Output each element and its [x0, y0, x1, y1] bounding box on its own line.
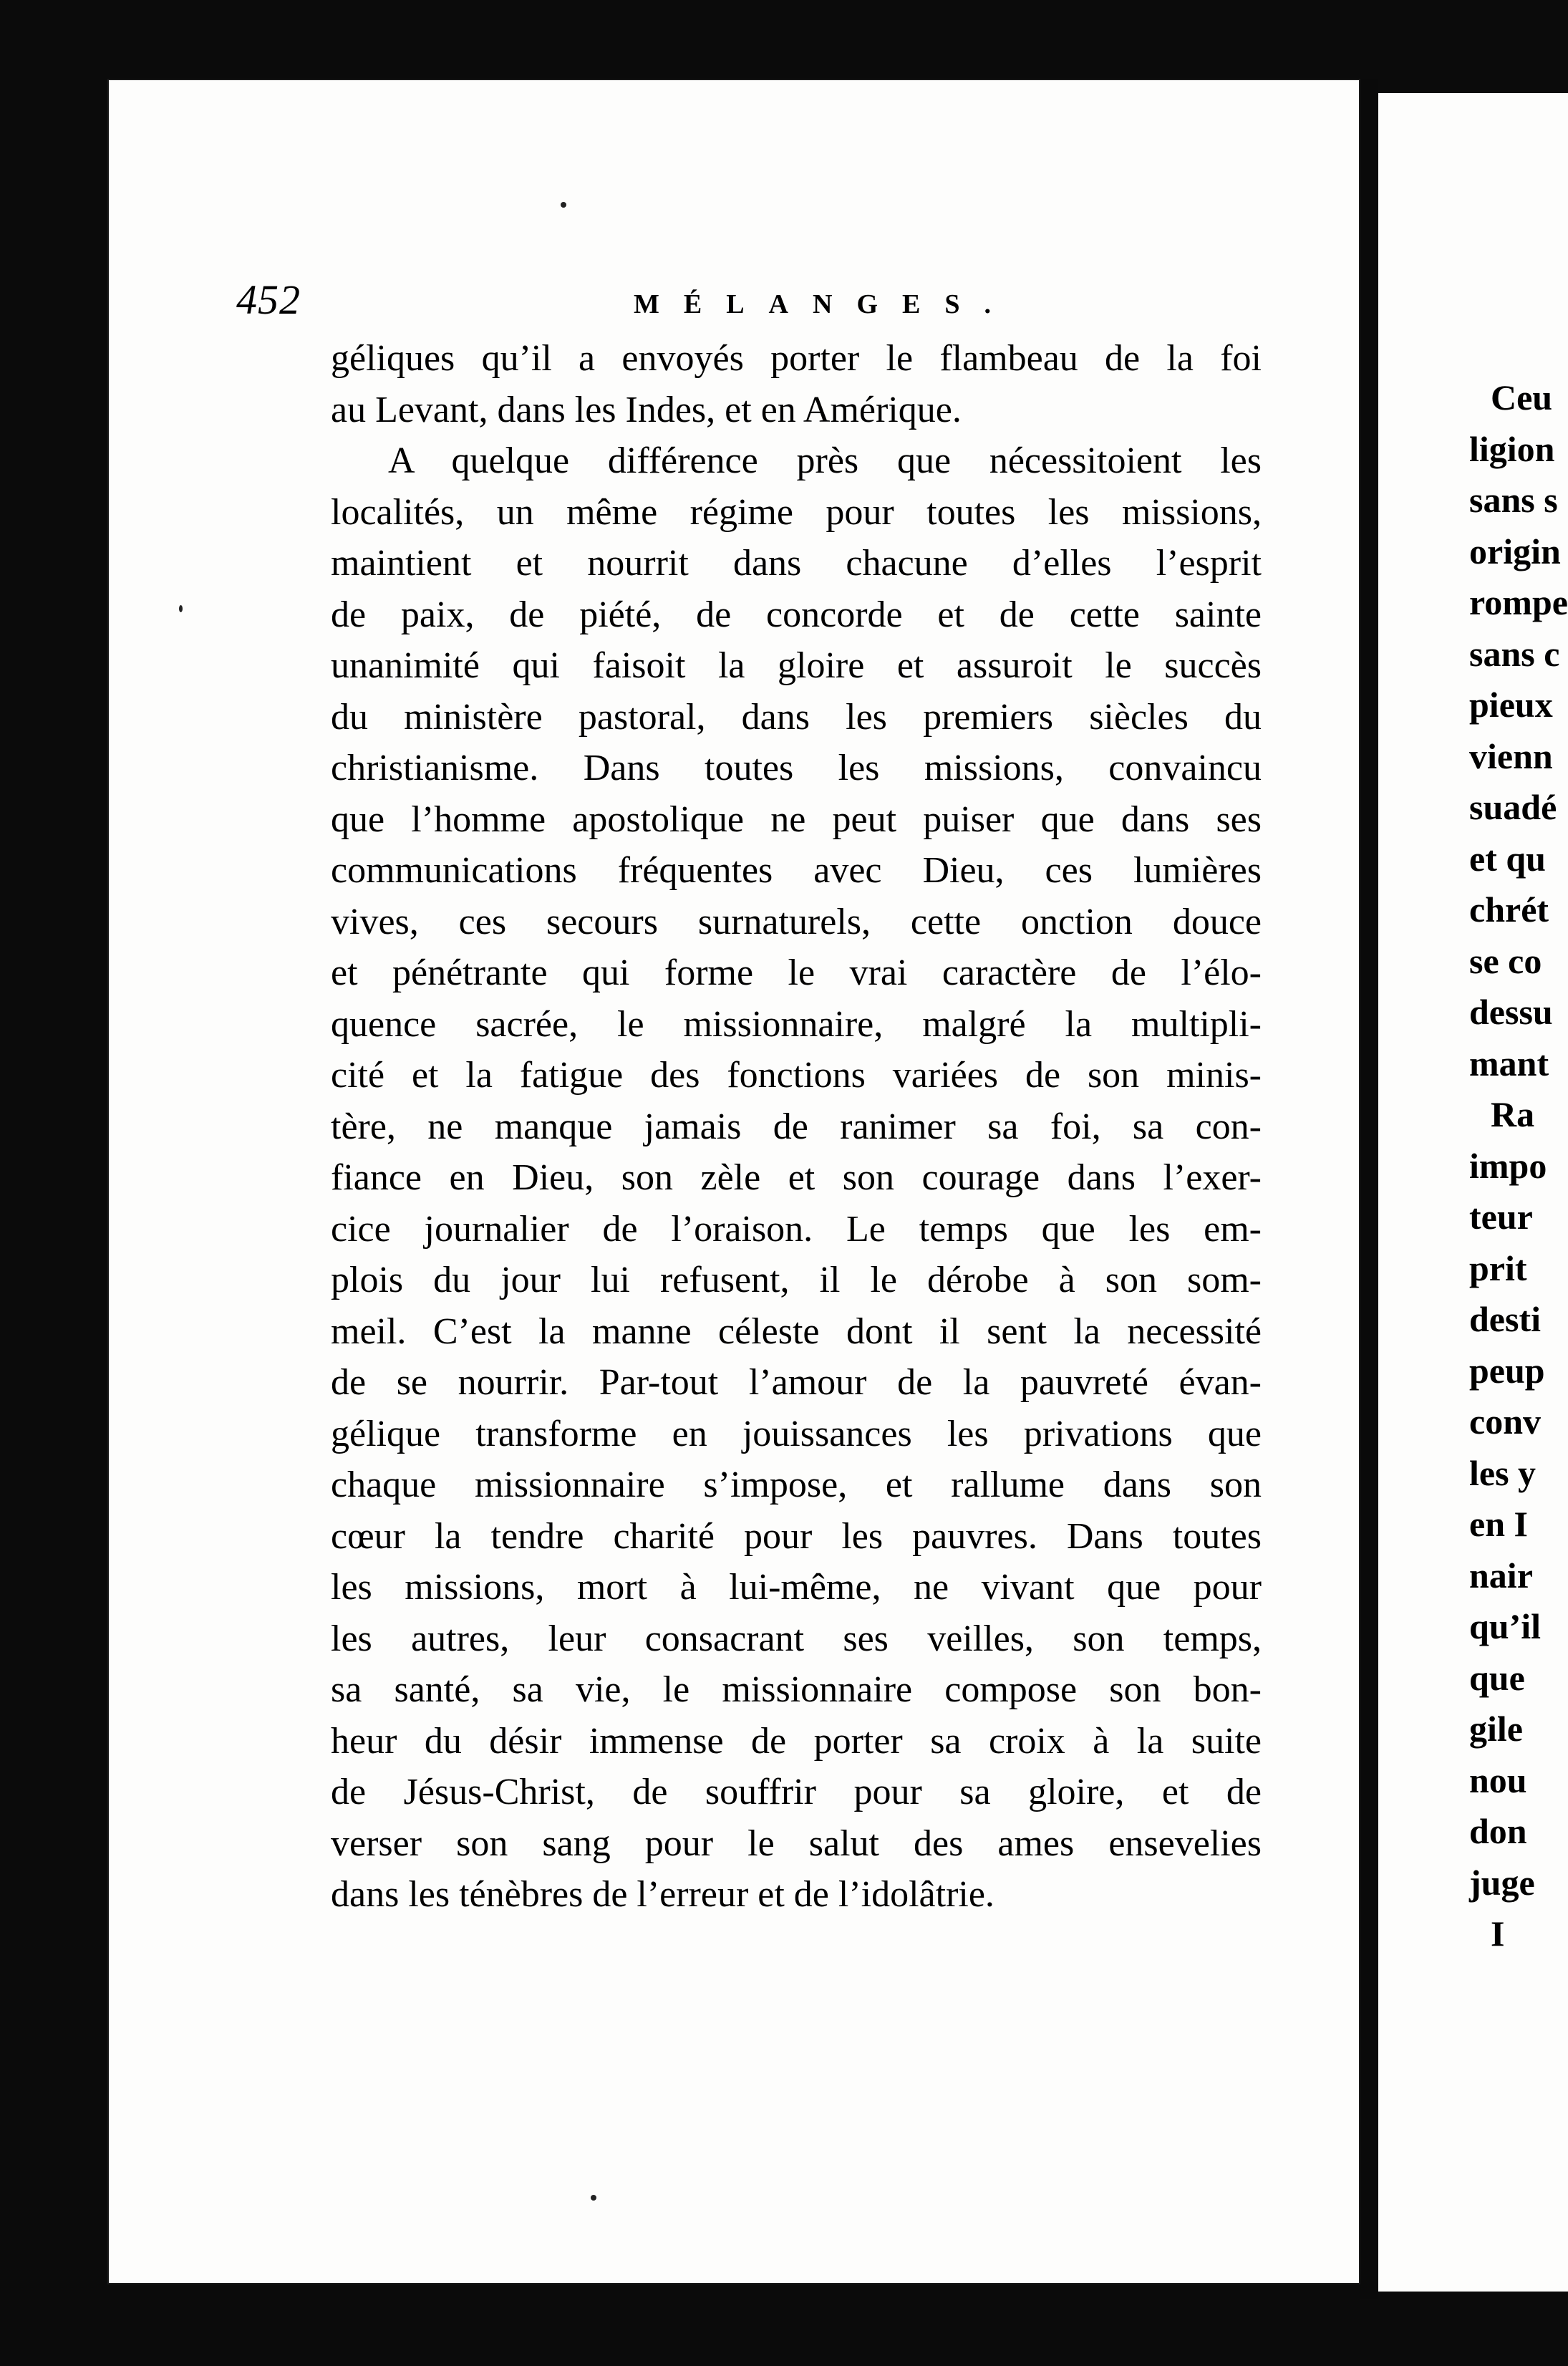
right-page-text-line: mant — [1469, 1043, 1549, 1083]
right-page-text-line: que — [1469, 1657, 1525, 1698]
text-line: cice journalier de l’oraison. Le temps que les em- — [331, 1208, 1262, 1250]
right-page-text-line: ligion — [1469, 428, 1555, 469]
text-line: les autres, leur consacrant ses veilles, son temps, — [331, 1618, 1262, 1659]
right-page-text-line: juge — [1469, 1862, 1535, 1903]
right-page-text-line: vienn — [1469, 735, 1553, 776]
book-gutter — [1360, 79, 1378, 2299]
right-page-text-line: sans s — [1469, 480, 1558, 520]
right-page-text-line: gile — [1469, 1709, 1523, 1749]
right-page-text-line: impo — [1469, 1145, 1547, 1186]
text-line: sa santé, sa vie, le missionnaire compose son bon- — [331, 1669, 1262, 1710]
right-page-text-line: rompe — [1469, 582, 1568, 622]
text-line: tère, ne manque jamais de ranimer sa foi, sa con- — [331, 1106, 1262, 1147]
text-line: verser son sang pour le salut des ames ensevelies — [331, 1822, 1262, 1864]
text-line: communications fréquentes avec Dieu, ces lumières — [331, 850, 1262, 891]
right-page-text-line: se co — [1469, 940, 1542, 981]
right-page-text-line: Ceu — [1491, 377, 1553, 417]
right-page-text-line: Ra — [1491, 1094, 1535, 1134]
right-page-text-line: sans c — [1469, 633, 1560, 674]
right-page-text-line: conv — [1469, 1401, 1541, 1442]
text-line: fiance en Dieu, son zèle et son courage dans l’exer- — [331, 1157, 1262, 1198]
text-line: quence sacrée, le missionnaire, malgré la multipli- — [331, 1003, 1262, 1045]
right-page-text-line: nair — [1469, 1555, 1533, 1595]
right-page-text-line: prit — [1469, 1247, 1527, 1288]
text-line: et pénétrante qui forme le vrai caractère de l’élo- — [331, 952, 1262, 993]
right-page-text-line: et qu — [1469, 838, 1546, 879]
right-page-partial-text — [1469, 372, 1568, 1960]
text-line: localités, un même régime pour toutes les missions, — [331, 491, 1262, 533]
right-page-text-line: don — [1469, 1811, 1527, 1851]
running-title: MÉLANGES. — [634, 289, 1015, 319]
page-number: 452 — [236, 276, 301, 323]
left-page-body-text — [331, 333, 1262, 1921]
scan-speck — [561, 202, 566, 208]
right-page-text-line: peup — [1469, 1350, 1545, 1391]
scan-speck — [179, 605, 183, 612]
text-line: meil. C’est la manne céleste dont il sent la necessité — [331, 1310, 1262, 1352]
page-header — [236, 276, 1239, 326]
right-page-text-line: qu’il — [1469, 1606, 1542, 1646]
right-page-text-line: les y — [1469, 1452, 1536, 1493]
text-line: cité et la fatigue des fonctions variées de son minis- — [331, 1055, 1262, 1096]
right-page-text-line: en I — [1469, 1504, 1528, 1544]
right-page-text-line: desti — [1469, 1299, 1541, 1339]
right-page-text-line: chrét — [1469, 889, 1549, 930]
scan-speck — [591, 2195, 596, 2201]
right-page-text-line: origin — [1469, 531, 1561, 571]
right-page-text-line: pieux — [1469, 685, 1553, 725]
text-line: cœur la tendre charité pour les pauvres. Dans toutes — [331, 1515, 1262, 1557]
text-line: chaque missionnaire s’impose, et rallume dans son — [331, 1464, 1262, 1505]
text-line: christianisme. Dans toutes les missions, convaincu — [331, 748, 1262, 788]
text-line: heur du désir immense de porter sa croix à la suite — [331, 1720, 1262, 1762]
right-page-text-line: suadé — [1469, 787, 1557, 827]
right-page-text-line: nou — [1469, 1759, 1527, 1800]
text-line: de Jésus-Christ, de souffrir pour sa gloire, et de — [331, 1772, 1262, 1812]
text-line: vives, ces secours surnaturels, cette onction douce — [331, 901, 1262, 942]
text-line: unanimité qui faisoit la gloire et assuroit le succès — [331, 645, 1262, 686]
text-line: au Levant, dans les Indes, et en Amérique. — [331, 389, 962, 430]
text-line: gélique transforme en jouissances les privations que — [331, 1413, 1262, 1454]
text-line: que l’homme apostolique ne peut puiser que dans ses — [331, 798, 1262, 840]
text-line: les missions, mort à lui-même, ne vivant que pour — [331, 1567, 1262, 1608]
text-line: de paix, de piété, de concorde et de cette sainte — [331, 594, 1262, 635]
right-page-text-line: I — [1491, 1913, 1505, 1954]
text-line: du ministère pastoral, dans les premiers siècles du — [331, 696, 1262, 738]
text-line: maintient et nourrit dans chacune d’elles l’esprit — [331, 543, 1262, 584]
text-line: de se nourrir. Par-tout l’amour de la pauvreté évan- — [331, 1362, 1262, 1403]
text-line: géliques qu’il a envoyés porter le flambeau de la foi — [331, 338, 1262, 379]
right-page-text-line: dessu — [1469, 992, 1553, 1032]
right-page-text-line: teur — [1469, 1197, 1533, 1237]
text-line: dans les ténèbres de l’erreur et de l’idolâtrie. — [331, 1874, 994, 1915]
text-line: A quelque différence près que nécessitoient les — [388, 440, 1262, 481]
text-line: plois du jour lui refusent, il le dérobe à son som- — [331, 1260, 1262, 1300]
